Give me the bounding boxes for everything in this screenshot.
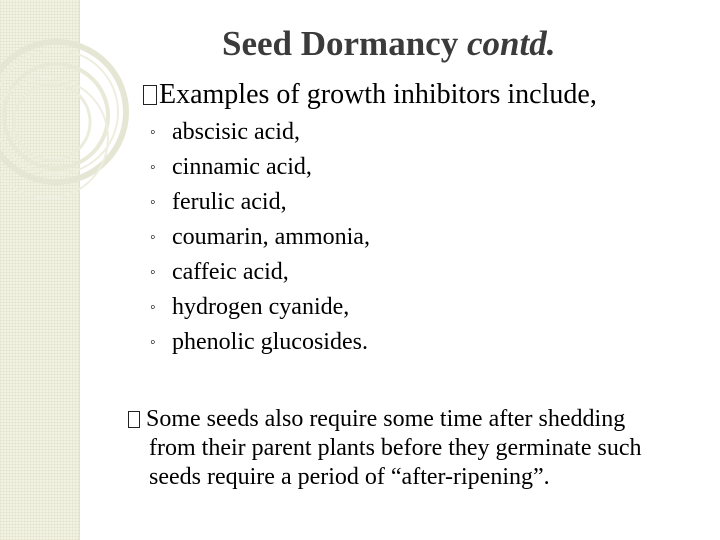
list-item: [150, 258, 370, 293]
list-item-text: abscisic acid,: [172, 119, 300, 145]
hollow-bullet-icon: ◦: [150, 334, 156, 351]
title-italic-suffix: contd.: [466, 24, 556, 63]
lead-bullet-text: Examples of growth inhibitors include,: [159, 79, 597, 110]
list-item-text: coumarin, ammonia,: [172, 224, 370, 250]
hollow-bullet-icon: ◦: [150, 299, 156, 316]
list-item: [150, 118, 370, 153]
hollow-bullet-icon: ◦: [150, 159, 156, 176]
list-item-text: cinnamic acid,: [172, 154, 312, 180]
after-ripening-paragraph: [128, 405, 713, 492]
list-item: [150, 188, 370, 223]
left-decorative-band: [0, 0, 79, 540]
hollow-bullet-icon: ◦: [150, 229, 156, 246]
slide-title: [222, 22, 555, 66]
band-edge-divider: [79, 0, 80, 540]
paragraph-line-1: Some seeds also require some time after shedding: [146, 406, 626, 432]
paragraph-line-3: seeds require a period of “after-ripening”.: [149, 464, 550, 490]
checkbox-square-icon: [128, 411, 140, 428]
list-item-text: hydrogen cyanide,: [172, 294, 350, 320]
hollow-bullet-icon: ◦: [150, 124, 156, 141]
paragraph-line-2: from their parent plants before they germinate such: [149, 435, 642, 461]
list-item-text: caffeic acid,: [172, 259, 289, 285]
lead-bullet-item: [143, 78, 597, 112]
list-item-text: phenolic glucosides.: [172, 329, 368, 355]
list-item: [150, 153, 370, 188]
hollow-bullet-icon: ◦: [150, 264, 156, 281]
title-main: Seed Dormancy: [222, 24, 459, 63]
paragraph-first-line: [128, 406, 625, 432]
hollow-bullet-icon: ◦: [150, 194, 156, 211]
checkbox-square-icon: [143, 85, 157, 105]
list-item: [150, 328, 370, 363]
inhibitor-list: [150, 118, 370, 363]
list-item-text: ferulic acid,: [172, 189, 287, 215]
list-item: [150, 293, 370, 328]
list-item: [150, 223, 370, 258]
